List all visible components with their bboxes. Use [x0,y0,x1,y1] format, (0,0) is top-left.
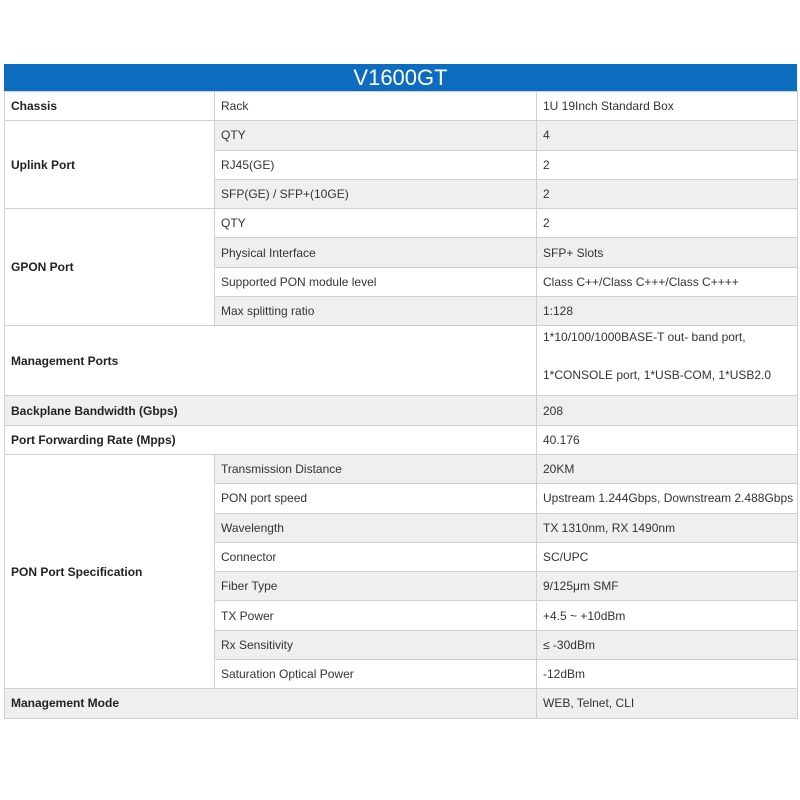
spec-label: QTY [215,209,537,238]
table-row [5,689,798,718]
spec-value: 40.176 [537,425,798,454]
spec-value: TX 1310nm, RX 1490nm [537,513,798,542]
spec-value: 1U 19Inch Standard Box [537,92,798,121]
spec-value: Class C++/Class C+++/Class C++++ [537,267,798,296]
group-label: Uplink Port [5,121,215,209]
spec-value-line: 1*CONSOLE port, 1*USB-COM, 1*USB2.0 [543,368,772,383]
spec-value: 4 [537,121,798,150]
spec-label: Saturation Optical Power [215,660,537,689]
spec-value: WEB, Telnet, CLI [537,689,798,718]
group-label: Chassis [5,92,215,121]
spec-value: ≤ -30dBm [537,630,798,659]
spec-value: 208 [537,396,798,425]
table-row [5,121,798,150]
group-label: PON Port Specification [5,454,215,688]
group-label: Management Ports [5,326,537,396]
spec-value-line: 1*10/100/1000BASE-T out- band port, [543,330,746,345]
spec-value: +4.5 ~ +10dBm [537,601,798,630]
spec-label: Max splitting ratio [215,297,537,326]
spec-label: QTY [215,121,537,150]
table-row [5,92,798,121]
group-label: Backplane Bandwidth (Gbps) [5,396,537,425]
spec-label: Wavelength [215,513,537,542]
spec-value: 2 [537,150,798,179]
group-label: GPON Port [5,209,215,326]
spec-value: 20KM [537,454,798,483]
spec-table-container [4,64,797,719]
table-row [5,454,798,483]
spec-label: SFP(GE) / SFP+(10GE) [215,179,537,208]
spec-value: 1:128 [537,297,798,326]
spec-label: Physical Interface [215,238,537,267]
spec-label: Transmission Distance [215,454,537,483]
spec-value [537,326,798,396]
spec-value: 2 [537,179,798,208]
spec-label: Fiber Type [215,572,537,601]
spec-label: Connector [215,542,537,571]
spec-value: SC/UPC [537,542,798,571]
spec-label: TX Power [215,601,537,630]
table-row [5,209,798,238]
table-row [5,326,798,396]
spec-label: Supported PON module level [215,267,537,296]
spec-table [4,91,798,719]
table-row [5,396,798,425]
spec-value: -12dBm [537,660,798,689]
spec-label: PON port speed [215,484,537,513]
group-label: Port Forwarding Rate (Mpps) [5,425,537,454]
spec-value: 9/125μm SMF [537,572,798,601]
spec-value: SFP+ Slots [537,238,798,267]
spec-label: RJ45(GE) [215,150,537,179]
table-title: V1600GT [4,64,797,91]
group-label: Management Mode [5,689,537,718]
table-row [5,425,798,454]
spec-label: Rack [215,92,537,121]
spec-value: Upstream 1.244Gbps, Downstream 2.488Gbps [537,484,798,513]
spec-label: Rx Sensitivity [215,630,537,659]
spec-value: 2 [537,209,798,238]
